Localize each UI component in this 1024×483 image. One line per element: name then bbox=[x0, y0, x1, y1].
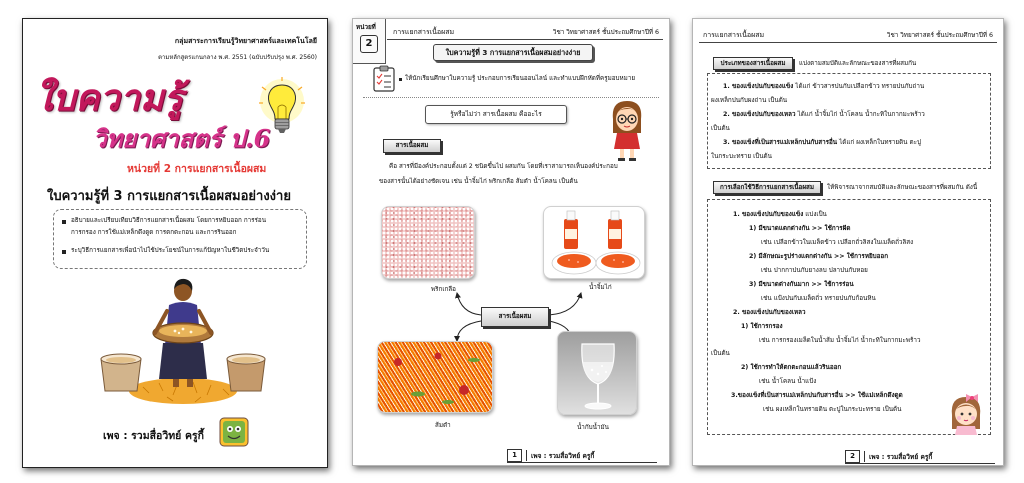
header-topic: การแยกสารเนื้อผสม bbox=[393, 28, 455, 36]
method-line-8: 2. ของแข็งปนกับของเหลว bbox=[733, 309, 806, 316]
method-line-11: เป็นต้น bbox=[711, 350, 730, 357]
glass-mixture-caption: น้ำกับน้ำมัน bbox=[577, 424, 609, 431]
bullet-icon bbox=[62, 220, 66, 224]
type-3-cont: ในกระบะทราย เป็นต้น bbox=[711, 153, 772, 160]
type-1-title: 1. ของแข็งปนกับของแข็ง bbox=[723, 83, 794, 90]
cover-page bbox=[22, 18, 328, 468]
pepper-salt-caption: พริกเกลือ bbox=[431, 286, 456, 293]
method-line-5: เช่น ปากกาปนกับยางลบ ปลาปนกับหอย bbox=[761, 267, 868, 274]
pepper-salt-image bbox=[381, 206, 475, 279]
chili-sauce-caption: น้ำจิ้มไก่ bbox=[589, 284, 612, 291]
type-1-examples: ได้แก่ ข้าวสารปนกับเปลือกข้าว ทรายปนกับถ่าน bbox=[793, 83, 925, 90]
unit-tab-label: หน่วยที่ bbox=[356, 24, 376, 31]
type-1-cont: ผงเหล็กปนกับผงถ่าน เป็นต้น bbox=[711, 97, 788, 104]
curriculum-note: ตามหลักสูตรแกนกลาง พ.ศ. 2551 (ฉบับปรับปรุง พ.ศ. 2560) bbox=[158, 54, 317, 61]
worksheet-page-2 bbox=[692, 18, 1004, 466]
sheet-title-box: ใบความรู้ที่ 3 การแยกสารเนื้อผสมอย่างง่าย bbox=[433, 44, 593, 61]
chili-sauce-drawing bbox=[544, 207, 645, 279]
page-number: 1 bbox=[507, 449, 522, 462]
type-1-line bbox=[723, 82, 924, 91]
definition-line-2: ของสารนั้นได้อย่างชัดเจน เช่น น้ำจิ้มไก่ พริกเกลือ ส้มตำ น้ำโคลน เป็นต้น bbox=[379, 178, 578, 185]
worksheet-page-1 bbox=[352, 18, 670, 466]
question-bubble: รู้หรือไม่ว่า สารเนื้อผสม คืออะไร bbox=[425, 105, 567, 124]
method-line-13: เช่น น้ำโคลน น้ำแป้ง bbox=[759, 378, 817, 385]
type-3-line bbox=[723, 138, 921, 147]
bullet-icon bbox=[62, 250, 66, 254]
methods-label: การเลือกใช้วิธีการแยกสารเนื้อผสม bbox=[713, 181, 821, 194]
page-logo-icon bbox=[219, 417, 249, 447]
method-line-1 bbox=[733, 210, 827, 219]
papaya-salad-caption: ส้มตำ bbox=[435, 422, 451, 429]
objective-1-line-2: การกรอง การใช้แม่เหล็กดึงดูด การตกตะกอน และการรินออก bbox=[71, 229, 237, 236]
method-line-12: 2) ใช้การทำให้ตกตะกอนแล้วรินออก bbox=[741, 364, 842, 371]
type-2-examples: ได้แก่ น้ำจิ้มไก่ น้ำโคลน น้ำกะทิในกากมะพร้าว bbox=[795, 111, 925, 118]
definition-line-1: คือ สารที่มีองค์ประกอบตั้งแต่ 2 ชนิดขึ้นไป ผสมกัน โดยที่เราสามารถเห็นองค์ประกอบ bbox=[389, 163, 618, 170]
method-line-3: เช่น เปลือกข้าวในเมล็ดข้าว เปลือกถั่วลิสงในเมล็ดถั่วลิสง bbox=[761, 239, 914, 246]
type-3-examples: ได้แก่ ผงเหล็กในทรายดิน ตะปู bbox=[837, 139, 921, 146]
header-subject: วิชา วิทยาศาสตร์ ชั้นประถมศึกษาปีที่ 6 bbox=[552, 29, 659, 36]
subject-group: กลุ่มสาระการเรียนรู้วิทยาศาสตร์และเทคโนโลยี bbox=[174, 37, 317, 45]
header-rule bbox=[699, 42, 997, 43]
types-intro: แบ่งตามสมบัติและลักษณะของสารที่ผสมกัน bbox=[799, 60, 917, 67]
method-line-7: เช่น แป้งปนกับเมล็ดถั่ว ทรายปนกับก้อนหิน bbox=[761, 295, 876, 302]
page-footer bbox=[845, 450, 995, 464]
arrow-to-papaya bbox=[457, 321, 481, 341]
glass-mixture-image bbox=[557, 331, 637, 415]
method-line-15: เช่น ผงเหล็กในทรายดิน ตะปูในกระบะทราย เป็นต้น bbox=[763, 406, 902, 413]
types-label: ประเภทของสารเนื้อผสม bbox=[713, 57, 793, 70]
method-line-9: 1) ใช้การกรอง bbox=[741, 323, 783, 330]
instruction-text: ให้นักเรียนศึกษาใบความรู้ ประกอบการเรียนออนไลน์ และทำแบบฝึกหัดที่ครูมอบหมาย bbox=[405, 75, 636, 82]
methods-intro: ให้พิจารณาจากสมบัติและลักษณะของสารที่ผสมกัน ดังนี้ bbox=[827, 184, 978, 191]
cover-subtitle: วิทยาศาสตร์ ป.6 bbox=[93, 124, 271, 153]
unit-heading: หน่วยที่ 2 การแยกสารเนื้อผสม bbox=[127, 163, 267, 175]
cartoon-girl-icon bbox=[947, 393, 985, 435]
method-line-6: 3) มีขนาดต่างกันมาก >> ใช้การร่อน bbox=[749, 281, 854, 288]
method-heading: 1. ของแข็งปนกับของแข็ง bbox=[733, 211, 804, 218]
type-2-title: 2. ของแข็งปนกับของเหลว bbox=[723, 111, 796, 118]
arrow-to-salt bbox=[457, 293, 481, 315]
definition-label: สารเนื้อผสม bbox=[383, 139, 441, 153]
footer-credit: เพจ : รวมสื่อวิทย์ ครูกี้ bbox=[864, 451, 932, 462]
chili-sauce-image bbox=[543, 206, 645, 279]
footer-credit: เพจ : รวมสื่อวิทย์ ครูกี้ bbox=[526, 450, 594, 461]
arrow-to-sauce bbox=[549, 293, 581, 315]
cover-title: ใบความรู้ bbox=[35, 77, 184, 119]
glass-drawing bbox=[558, 332, 637, 415]
diagram-center-label: สารเนื้อผสม bbox=[481, 307, 549, 327]
papaya-salad-drawing bbox=[378, 342, 493, 413]
page-number: 2 bbox=[845, 450, 860, 463]
papaya-salad-image bbox=[377, 341, 493, 413]
method-line-4: 2) มีลักษณะรูปร่างแตกต่างกัน >> ใช้การหยิบออก bbox=[749, 253, 889, 260]
method-text: แบ่งเป็น bbox=[803, 211, 827, 218]
cover-footer: เพจ : รวมสื่อวิทย์ ครูกี้ bbox=[103, 430, 204, 442]
method-line-14: 3.ของแข็งที่เป็นสารแม่เหล็กปนกับสารอื่น >> ใช้แม่เหล็กดึงดูด bbox=[731, 392, 903, 399]
woman-sifting-illustration bbox=[93, 275, 273, 407]
objective-2-line-1: ระบุวิธีการแยกสารเพื่อนำไปใช้ประโยชน์ในการแก้ปัญหาในชีวิตประจำวัน bbox=[71, 247, 270, 254]
sheet-title: ใบความรู้ที่ 3 การแยกสารเนื้อผสมอย่างง่าย bbox=[47, 189, 291, 204]
method-line-2: 1) มีขนาดแตกต่างกัน >> ใช้การฝัด bbox=[749, 225, 851, 232]
page-footer bbox=[507, 449, 657, 463]
type-3-title: 3. ของแข็งที่เป็นสารแม่เหล็กปนกับสารอื่น bbox=[723, 139, 838, 146]
objectives-box bbox=[53, 209, 307, 269]
method-line-10: เช่น การกรองเมล็ดในน้ำส้ม น้ำจิ้มไก่ น้ำกะทิในกากมะพร้าว bbox=[759, 337, 921, 344]
header-subject: วิชา วิทยาศาสตร์ ชั้นประถมศึกษาปีที่ 6 bbox=[886, 32, 993, 39]
unit-number: 2 bbox=[360, 35, 378, 53]
type-2-cont: เป็นต้น bbox=[711, 125, 730, 132]
objective-1-line-1: อธิบายและเปรียบเทียบวิธีการแยกสารเนื้อผสม โดยการหยิบออก การร่อน bbox=[71, 217, 267, 224]
header-topic: การแยกสารเนื้อผสม bbox=[703, 31, 765, 39]
type-2-line bbox=[723, 110, 925, 119]
